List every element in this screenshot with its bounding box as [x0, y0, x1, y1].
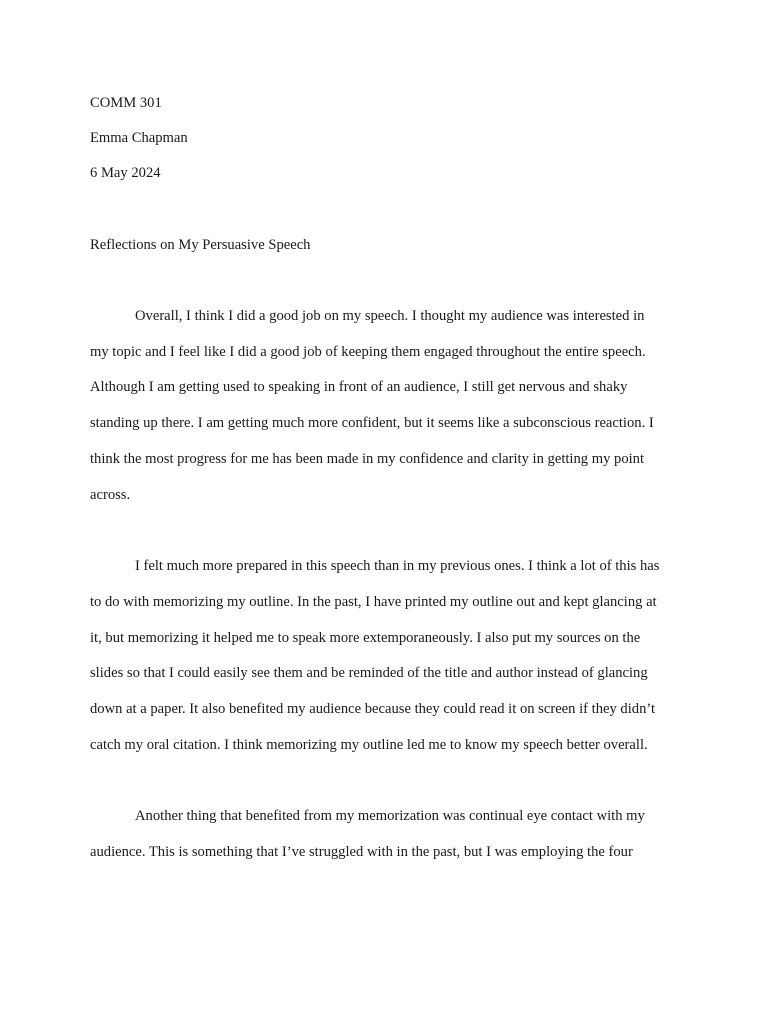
paragraph-line: it, but memorizing it helped me to speak more extemporaneously. I also put my sources on the	[90, 630, 641, 646]
document-title: Reflections on My Persuasive Speech	[90, 237, 311, 253]
paragraph-line: to do with memorizing my outline. In the past, I have printed my outline out and kept glancing at	[90, 594, 657, 610]
author-name: Emma Chapman	[90, 130, 188, 146]
paragraph-line: Although I am getting used to speaking in front of an audience, I still get nervous and shaky	[90, 379, 628, 395]
paragraph-line: audience. This is something that I’ve struggled with in the past, but I was employing the four	[90, 844, 633, 860]
course-code: COMM 301	[90, 95, 162, 111]
paragraph-line: I felt much more prepared in this speech than in my previous ones. I think a lot of this has	[135, 558, 660, 574]
paragraph-line: my topic and I feel like I did a good job of keeping them engaged throughout the entire speech.	[90, 344, 646, 360]
paragraph-line: Overall, I think I did a good job on my speech. I thought my audience was interested in	[135, 308, 645, 324]
document-date: 6 May 2024	[90, 165, 161, 181]
paragraph-line: catch my oral citation. I think memorizing my outline led me to know my speech better overall.	[90, 737, 648, 753]
paragraph-line: Another thing that benefited from my memorization was continual eye contact with my	[135, 808, 645, 824]
paragraph-line: slides so that I could easily see them and be reminded of the title and author instead of glancing	[90, 665, 648, 681]
paragraph-line: across.	[90, 487, 131, 503]
paragraph-line: think the most progress for me has been made in my confidence and clarity in getting my point	[90, 451, 645, 467]
paragraph-line: standing up there. I am getting much more confident, but it seems like a subconscious reaction. I	[90, 415, 654, 431]
paragraph-line: down at a paper. It also benefited my audience because they could read it on screen if they didn’t	[90, 701, 656, 717]
